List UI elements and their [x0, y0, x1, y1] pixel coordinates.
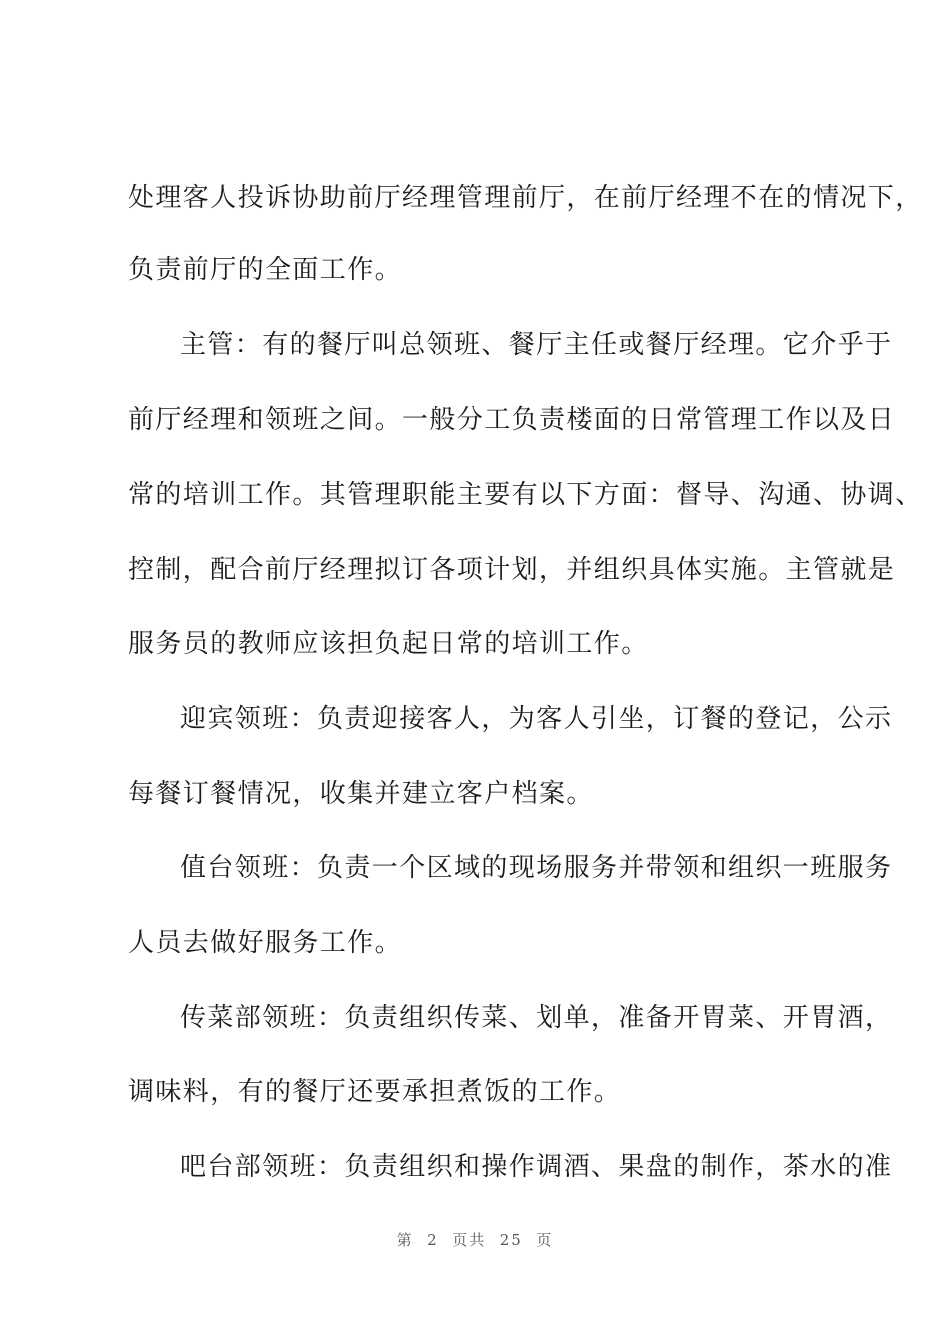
paragraph-start-line: 主管：有的餐厅叫总领班、餐厅主任或餐厅经理。它介乎于 [180, 330, 893, 360]
text-line: 控制，配合前厅经理拟订各项计划，并组织具体实施。主管就是 [128, 555, 896, 585]
paragraph-start-line: 迎宾领班：负责迎接客人，为客人引坐，订餐的登记，公示 [180, 704, 893, 734]
text-line: 常的培训工作。其管理职能主要有以下方面：督导、沟通、协调、 [128, 480, 923, 510]
text-line: 每餐订餐情况，收集并建立客户档案。 [128, 779, 594, 809]
text-line: 服务员的教师应该担负起日常的培训工作。 [128, 629, 649, 659]
page-number-footer: 第 2 页共 25 页 [396, 1231, 554, 1249]
text-line: 处理客人投诉协助前厅经理管理前厅，在前厅经理不在的情况下， [128, 183, 923, 213]
paragraph-start-line: 传菜部领班：负责组织传菜、划单，准备开胃菜、开胃酒， [180, 1003, 893, 1033]
text-line: 人员去做好服务工作。 [128, 928, 403, 958]
text-line: 调味料，有的餐厅还要承担煮饭的工作。 [128, 1077, 622, 1107]
paragraph-start-line: 吧台部领班：负责组织和操作调酒、果盘的制作，茶水的准 [180, 1152, 893, 1182]
text-line: 负责前厅的全面工作。 [128, 255, 403, 285]
text-line: 前厅经理和领班之间。一般分工负责楼面的日常管理工作以及日 [128, 405, 896, 435]
paragraph-start-line: 值台领班：负责一个区域的现场服务并带领和组织一班服务 [180, 853, 893, 883]
